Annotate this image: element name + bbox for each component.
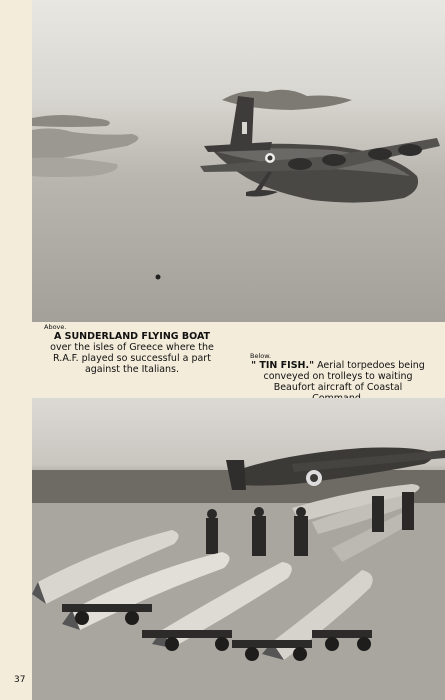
page-number: 37 [14, 675, 26, 685]
flying-boat-scene [32, 0, 445, 322]
caption-above [44, 323, 220, 375]
torpedoes-scene [32, 398, 445, 700]
caption-below-text: Aerial torpedoes being conveyed on trolleys to waiting Beaufort aircraft of Coastal [263, 360, 425, 393]
caption-above-lead: A SUNDERLAND FLYING BOAT [53, 331, 211, 342]
caption-above-tag: Above. [44, 323, 67, 331]
caption-below-lead: " TIN FISH." [251, 360, 315, 371]
torpedoes-photo [32, 398, 445, 700]
caption-above-text: over the isles of Greece where the R.A.F. played so successful a part against the Italians. [50, 342, 214, 375]
flying-boat-photo [32, 0, 445, 322]
caption-below-tag: Below. [250, 352, 272, 360]
caption-below [250, 352, 426, 404]
